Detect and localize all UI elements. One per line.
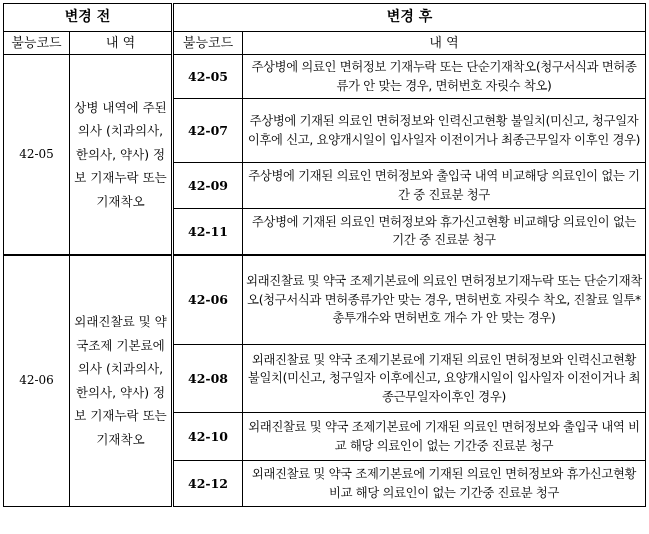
after-code-cell: 42-09 [173, 163, 243, 209]
before-code-cell: 42-05 [4, 55, 70, 255]
after-code-cell: 42-11 [173, 209, 243, 255]
before-desc-cell: 외래진찰료 및 약국조제 기본료에 의사 (치과의사, 한의사, 약사) 정보 기재누락 또는 기재착오 [70, 255, 173, 507]
before-desc-cell: 상병 내역에 주된 의사 (치과의사, 한의사, 약사) 정보 기재누락 또는 기재착오 [70, 55, 173, 255]
header-row-columns [4, 32, 646, 55]
after-desc-cell: 외래진찰료 및 약국 조제기본료에 기재된 의료인 면허정보와 휴가신고현황 비교 해당 의료인이 없는 기간중 진료분 청구 [243, 461, 646, 507]
after-code-cell: 42-12 [173, 461, 243, 507]
after-code-cell: 42-06 [173, 255, 243, 345]
after-code-cell: 42-10 [173, 413, 243, 461]
col-code-before: 불능코드 [4, 32, 70, 55]
after-desc-cell: 외래진찰료 및 약국 조제기본료에 기재된 의료인 면허정보와 인력신고현황 불일치(미신고, 청구일자 이후에신고, 요양개시일이 입사일자 이전이거나 최종근무일자이후인 경우) [243, 345, 646, 413]
after-desc-cell: 주상병에 기재된 의료인 면허정보와 인력신고현황 불일치(미신고, 청구일자 이후에 신고, 요양개시일이 입사일자 이전이거나 최종근무일자 이후인 경우) [243, 99, 646, 163]
after-desc-cell: 주상병에 기재된 의료인 면허정보와 출입국 내역 비교해당 의료인이 없는 기간 중 진료분 청구 [243, 163, 646, 209]
header-row-titles [4, 4, 646, 32]
after-title: 변경 후 [173, 4, 646, 32]
before-title: 변경 전 [4, 4, 173, 32]
after-desc-cell: 외래진찰료 및 약국 조제기본료에 의료인 면허정보기재누락 또는 단순기재착오(청구서식과 면허종류가안 맞는 경우, 면허번호 자릿수 착오, 진찰료 일투*총투개수와 면허번호 개수 가 안 맞는 경우) [243, 255, 646, 345]
document-body [3, 3, 646, 507]
after-code-cell: 42-07 [173, 99, 243, 163]
before-code-cell: 42-06 [4, 255, 70, 507]
change-comparison-table [3, 3, 646, 507]
after-code-cell: 42-08 [173, 345, 243, 413]
col-desc-after: 내 역 [243, 32, 646, 55]
table-row [4, 255, 646, 345]
col-desc-before: 내 역 [70, 32, 173, 55]
after-code-cell: 42-05 [173, 55, 243, 99]
table-row [4, 55, 646, 99]
after-desc-cell: 주상병에 기재된 의료인 면허정보와 휴가신고현황 비교해당 의료인이 없는 기간 중 진료분 청구 [243, 209, 646, 255]
after-desc-cell: 주상병에 의료인 면허정보 기재누락 또는 단순기재착오(청구서식과 면허종류가 안 맞는 경우, 면허번호 자릿수 착오) [243, 55, 646, 99]
col-code-after: 불능코드 [173, 32, 243, 55]
after-desc-cell: 외래진찰료 및 약국 조제기본료에 기재된 의료인 면허정보와 출입국 내역 비교 해당 의료인이 없는 기간중 진료분 청구 [243, 413, 646, 461]
